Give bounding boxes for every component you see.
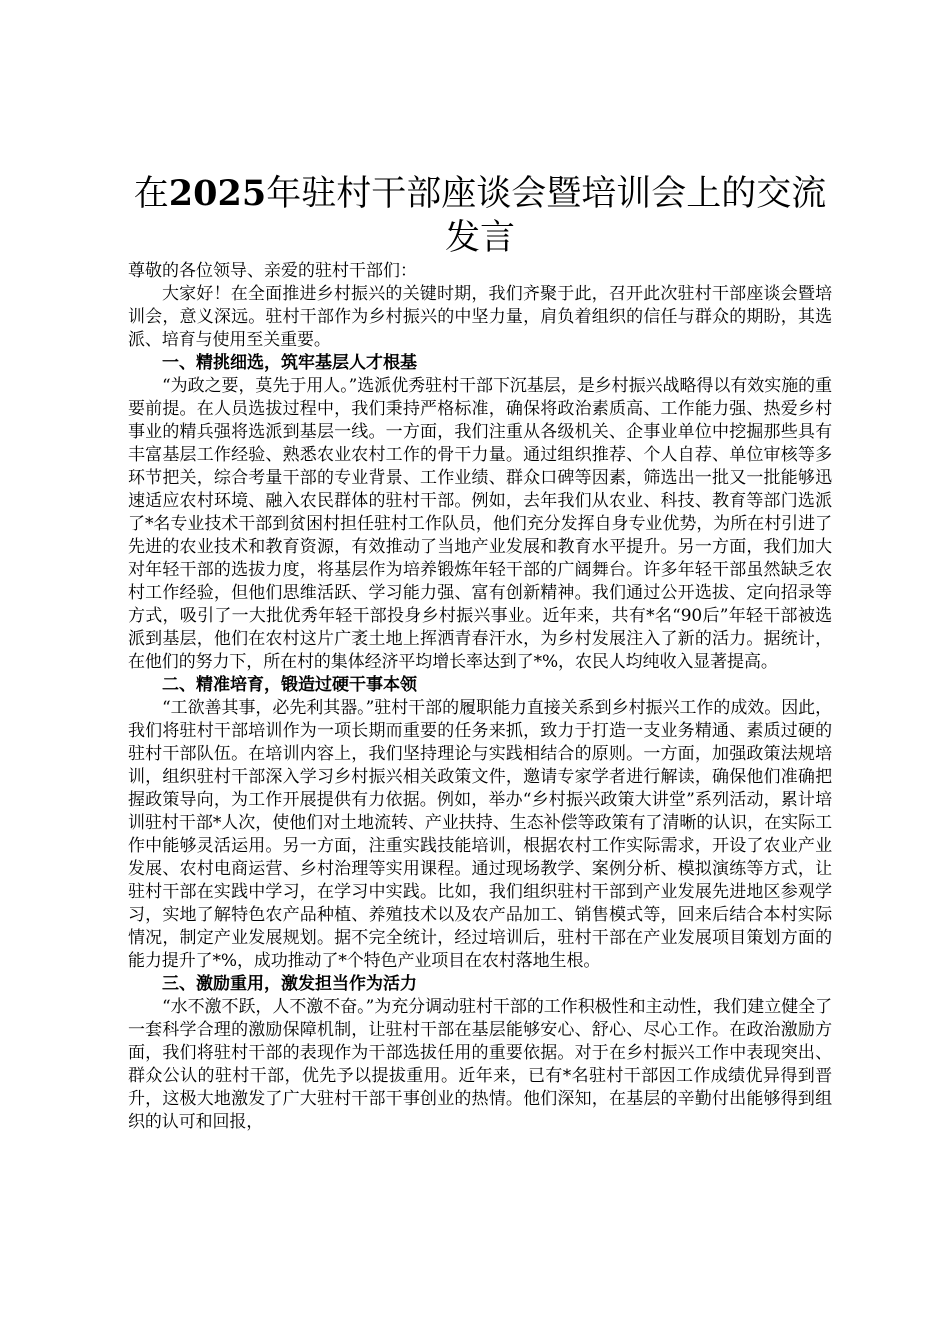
intro-paragraph: 大家好！在全面推进乡村振兴的关键时期，我们齐聚于此，召开此次驻村干部座谈会暨培训会，意义深远。驻村干部作为乡村振兴的中坚力量，肩负着组织的信任与群众的期盼，其选派、培育与使用至关重要。	[128, 284, 832, 350]
section-heading-2: 二、精准培育，锻造过硬干事本领	[162, 675, 417, 695]
title-prefix: 在	[133, 174, 169, 214]
section-body-3: “水不激不跃，人不激不奋。”为充分调动驻村干部的工作积极性和主动性，我们建立健全了一套科学合理的激励保障机制，让驻村干部在基层能够安心、舒心、尽心工作。在政治激励方面，我们将驻村干部的表现作为干部选拔任用的重要依据。对于在乡村振兴工作中表现突出、群众公认的驻村干部，优先予以提拔重用。近年来，已有*名驻村干部因工作成绩优异得到晋升，这极大地激发了广大驻村干部干事创业的热情。他们深知，在基层的辛勤付出能够得到组织的认可和回报，	[128, 997, 832, 1132]
section-heading-3: 三、激励重用，激发担当作为活力	[162, 974, 417, 994]
section-body-1: “为政之要，莫先于用人。”选派优秀驻村干部下沉基层，是乡村振兴战略得以有效实施的重要前提。在人员选拔过程中，我们秉持严格标准，确保将政治素质高、工作能力强、热爱乡村事业的精兵强将选派到基层一线。一方面，我们注重从各级机关、企事业单位中挖掘那些具有丰富基层工作经验、熟悉农业农村工作的骨干力量。通过组织推荐、个人自荐、单位审核等多环节把关，综合考量干部的专业背景、工作业绩、群众口碑等因素，筛选出一批又一批能够迅速适应农村环境、融入农民群体的驻村干部。例如，去年我们从农业、科技、教育等部门选派了*名专业技术干部到贫困村担任驻村工作队员，他们充分发挥自身专业优势，为所在村引进了先进的农业技术和教育资源，有效推动了当地产业发展和教育水平提升。另一方面，我们加大对年轻干部的选拔力度，将基层作为培养锻炼年轻干部的广阔舞台。许多年轻干部虽然缺乏农村工作经验，但他们思维活跃、学习能力强、富有创新精神。我们通过公开选拔、定向招录等方式，吸引了一大批优秀年轻干部投身乡村振兴事业。近年来，共有*名“90后”年轻干部被选派到基层，他们在农村这片广袤土地上挥洒青春汗水，为乡村发展注入了新的活力。据统计，在他们的努力下，所在村的集体经济平均增长率达到了*%，农民人均纯收入显著提高。	[128, 376, 832, 672]
section-body-2: “工欲善其事，必先利其器。”驻村干部的履职能力直接关系到乡村振兴工作的成效。因此，我们将驻村干部培训作为一项长期而重要的任务来抓，致力于打造一支业务精通、素质过硬的驻村干部队伍。在培训内容上，我们坚持理论与实践相结合的原则。一方面，加强政策法规培训，组织驻村干部深入学习乡村振兴相关政策文件，邀请专家学者进行解读，确保他们准确把握政策导向，为工作开展提供有力依据。例如，举办“乡村振兴政策大讲堂”系列活动，累计培训驻村干部*人次，使他们对土地流转、产业扶持、生态补偿等政策有了清晰的认识，在实际工作中能够灵活运用。另一方面，注重实践技能培训，根据农村工作实际需求，开设了农业产业发展、农村电商运营、乡村治理等实用课程。通过现场教学、案例分析、模拟演练等方式，让驻村干部在实践中学习，在学习中实践。比如，我们组织驻村干部到产业发展先进地区参观学习，实地了解特色农产品种植、养殖技术以及农产品加工、销售模式等，回来后结合本村实际情况，制定产业发展规划。据不完全统计，经过培训后，驻村干部在产业发展项目策划方面的能力提升了*%，成功推动了*个特色产业项目在农村落地生根。	[128, 698, 832, 971]
salutation: 尊敬的各位领导、亲爱的驻村干部们：	[128, 261, 417, 281]
document-title	[128, 172, 832, 260]
section-heading-1: 一、精挑细选，筑牢基层人才根基	[162, 353, 417, 373]
title-year: 2025	[168, 173, 267, 214]
title-suffix: 年驻村干部座谈会暨培训会上的交流发言	[266, 174, 827, 258]
document-page	[128, 172, 832, 1134]
